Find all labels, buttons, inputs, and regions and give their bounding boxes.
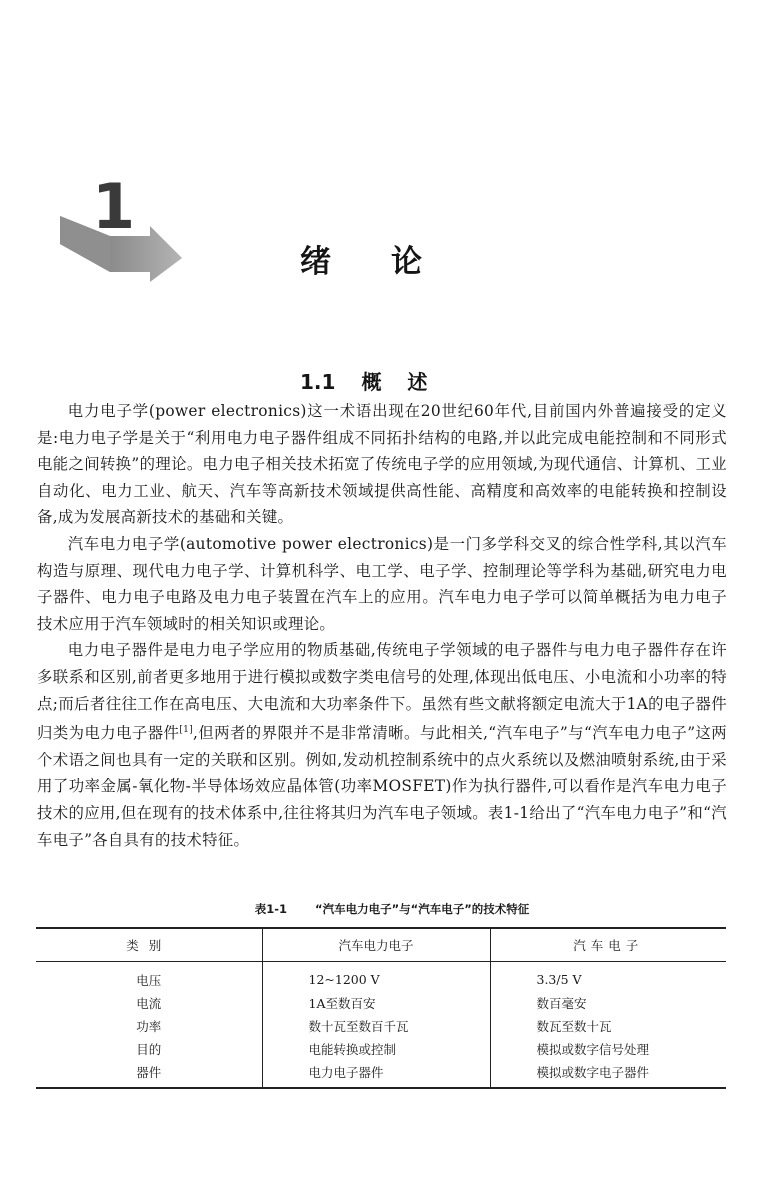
- table-cell: 器件: [36, 1060, 262, 1088]
- chapter-badge: [52, 174, 192, 284]
- table-cell: 数十瓦至数百千瓦: [262, 1014, 490, 1037]
- table-row: [36, 1037, 726, 1060]
- paragraph-2: 汽车电力电子学(automotive power electronics)是一门多学科交叉的综合性学科,其以汽车构造与原理、现代电力电子学、计算机科学、电工学、电子学、控制理论等学科为基础,研究电力电子器件、电力电子电路及电力电子装置在汽车上的应用。汽车电力电子学可以简单概括为电力电子技术应用于汽车领域时的相关知识或理论。: [37, 534, 727, 633]
- body-text: [37, 398, 727, 853]
- chapter-title: 绪论: [300, 244, 482, 280]
- chapter-arrow-icon: [52, 174, 192, 284]
- table-row: [36, 962, 726, 992]
- table-cell: 电能转换或控制: [262, 1037, 490, 1060]
- table-header-power-electronics: 汽车电力电子: [262, 928, 490, 962]
- table-cell: 模拟或数字电子器件: [490, 1060, 726, 1088]
- citation-reference[interactable]: [1]: [179, 725, 194, 736]
- section-number: 1.1: [300, 370, 336, 394]
- table-header-category: 类别: [36, 928, 262, 962]
- table-caption: [0, 901, 784, 917]
- table-cell: 功率: [136, 1018, 162, 1034]
- table-cell: 3.3/5 V: [490, 962, 726, 992]
- table-header-electronics: 汽车电子: [490, 928, 726, 962]
- table-caption-number: 表1-1: [254, 902, 288, 916]
- table-cell: 电力电子器件: [262, 1060, 490, 1088]
- section-title: 概述: [361, 370, 454, 394]
- table-cell: 模拟或数字信号处理: [490, 1037, 726, 1060]
- paragraph-3-part-1: 电力电子器件是电力电子学应用的物质基础,传统电子学领域的电子器件与电力电子器件存在许多联系和区别,前者更多地用于进行模拟或数字类电信号的处理,体现出低电压、小电流和小功率的特点;而后者往往工作在高电压、大电流和大功率条件下。虽然有些文献将额定电流大于1A的电子器件归类为电力电子器件: [37, 641, 727, 743]
- table-cell: 12~1200 V: [262, 962, 490, 992]
- table-cell: 目的: [136, 1041, 162, 1057]
- table-cell: 数瓦至数十瓦: [490, 1014, 726, 1037]
- table-cell: 数百毫安: [490, 991, 726, 1014]
- table-caption-title: “汽车电力电子”与“汽车电子”的技术特征: [315, 902, 530, 916]
- paragraph-3: [37, 637, 727, 853]
- table-cell: 电压: [136, 972, 162, 988]
- paragraph-3-part-2: ,但两者的界限并不是非常清晰。与此相关,“汽车电子”与“汽车电力电子”这两个术语之间也具有一定的关联和区别。例如,发动机控制系统中的点火系统以及燃油喷射系统,由于采用了功率金属-氧化物-半导体场效应晶体管(功率MOSFET)作为执行器件,可以看作是汽车电力电子技术的应用,但在现有的技术体系中,往往将其归为汽车电子领域。表1-1给出了“汽车电力电子”和“汽车电子”各自具有的技术特征。: [37, 724, 727, 849]
- table-cell: 1A至数百安: [262, 991, 490, 1014]
- table-row: [36, 1060, 726, 1088]
- table-cell: 电流: [136, 995, 162, 1011]
- table-row: [36, 1014, 726, 1037]
- tech-feature-table: [36, 927, 726, 1089]
- chapter-number: 1: [92, 174, 136, 243]
- table-header-row: [36, 928, 726, 962]
- paragraph-1: 电力电子学(power electronics)这一术语出现在20世纪60年代,目前国内外普遍接受的定义是:电力电子学是关于“利用电力电子器件组成不同拓扑结构的电路,并以此完成电能控制和不同形式电能之间转换”的理论。电力电子相关技术拓宽了传统电子学的应用领域,为现代通信、计算机、工业自动化、电力工业、航天、汽车等高新技术领域提供高性能、高精度和高效率的电能转换和控制设备,成为发展高新技术的基础和关键。: [37, 402, 727, 527]
- table-row: [36, 991, 726, 1014]
- section-heading: [300, 366, 453, 395]
